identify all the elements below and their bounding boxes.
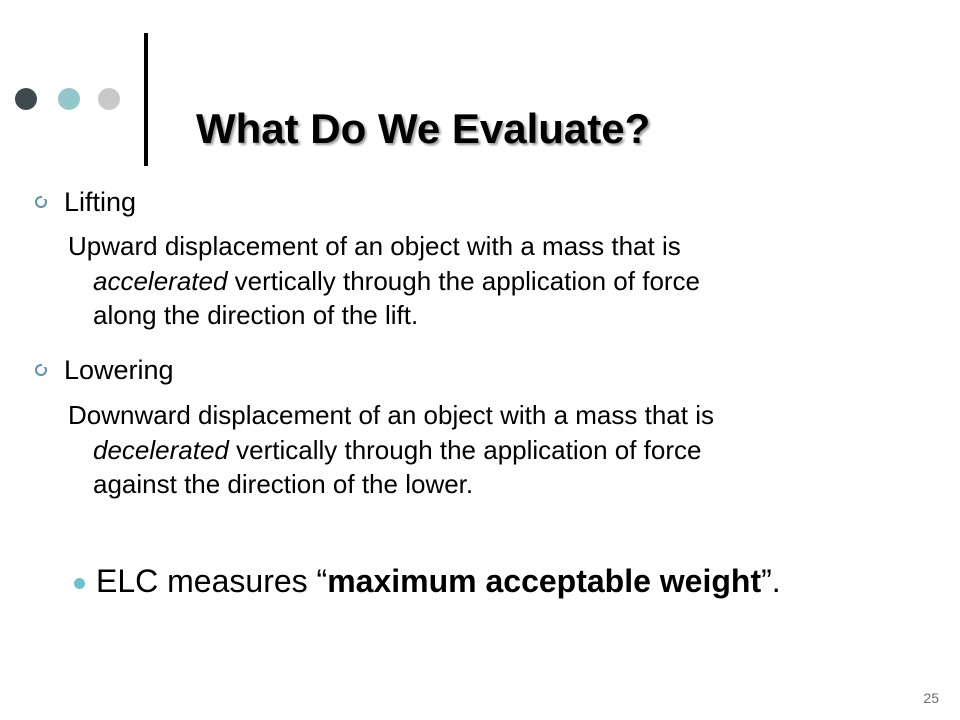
ring-bullet-icon (35, 196, 47, 208)
body-line: accelerated vertically through the application of force (93, 265, 701, 296)
body-line: Downward displacement of an object with a mass that is (68, 400, 714, 430)
body-line: decelerated vertically through the application of force (93, 434, 702, 465)
page-number: 25 (923, 690, 939, 706)
ring-bullet-icon (35, 364, 47, 376)
emphasis-term: decelerated (93, 434, 229, 465)
section-body-lifting (68, 229, 938, 333)
summary-statement: ELC measures “maximum acceptable weight”. (96, 563, 781, 599)
title-divider (144, 33, 148, 166)
body-line: along the direction of the lift. (93, 300, 419, 330)
slide-title: What Do We Evaluate? (196, 105, 651, 152)
decorative-dot-gray (98, 88, 120, 110)
section-heading-lifting: Lifting (64, 187, 137, 217)
summary-emphasis: maximum acceptable weight (327, 563, 762, 599)
emphasis-term: accelerated (93, 265, 228, 296)
dot-bullet-icon (74, 578, 85, 589)
decorative-dot-teal (58, 88, 80, 110)
decorative-dot-dark (15, 88, 37, 110)
body-line: against the direction of the lower. (93, 469, 474, 499)
section-body-lowering (68, 398, 938, 502)
body-line: Upward displacement of an object with a mass that is (68, 231, 681, 261)
section-heading-lowering: Lowering (64, 355, 174, 385)
